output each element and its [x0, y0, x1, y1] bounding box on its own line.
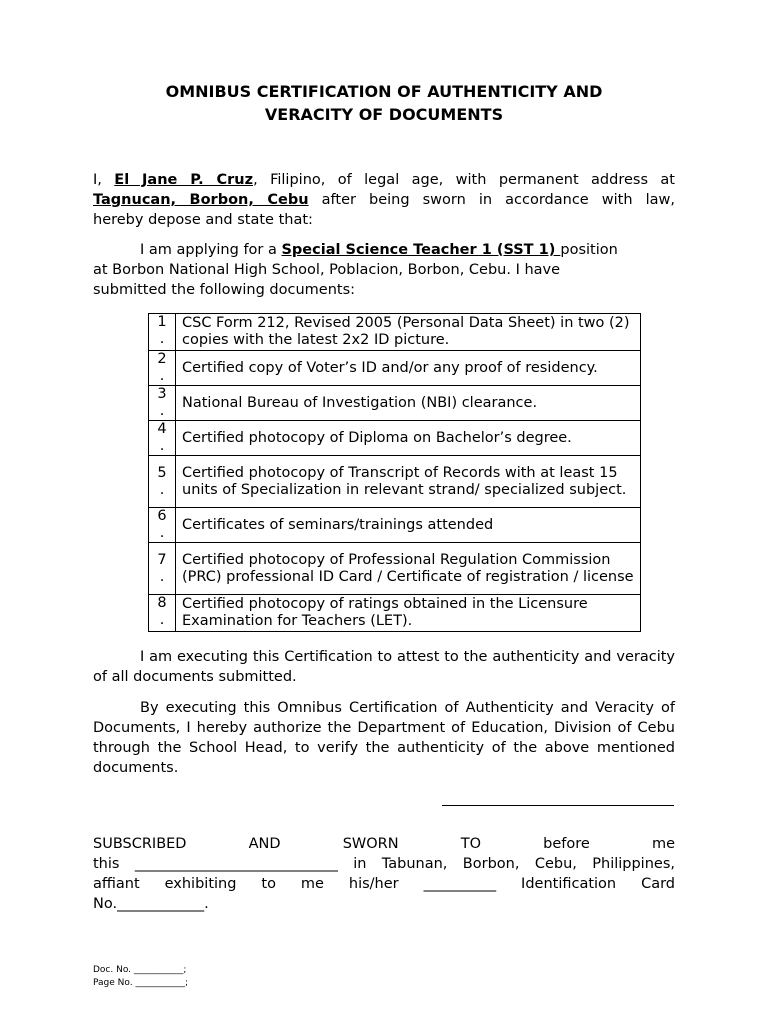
doc-number-field: Doc. No. ___________; — [93, 965, 187, 975]
intro-line-3: hereby depose and state that: — [93, 212, 313, 228]
document-description: Certified photocopy of Diploma on Bachelor’s degree. — [176, 421, 641, 456]
document-description: Certified photocopy of ratings obtained in the Licensure Examination for Teachers (LET). — [176, 595, 641, 632]
table-row — [149, 421, 641, 456]
document-description: Certificates of seminars/trainings attended — [176, 508, 641, 543]
table-row — [149, 456, 641, 508]
document-number: 8. — [149, 595, 176, 632]
table-row — [149, 351, 641, 386]
affiant-name: El Jane P. Cruz — [114, 172, 254, 188]
intro-line-1 — [93, 170, 675, 190]
table-row — [149, 595, 641, 632]
documents-table — [148, 313, 641, 632]
document-description: Certified copy of Voter’s ID and/or any proof of residency. — [176, 351, 641, 386]
sworn-line-1: SUBSCRIBED AND SWORN TO before me — [93, 836, 675, 852]
applying-paragraph — [93, 240, 675, 300]
affiant-address: Tagnucan, Borbon, Cebu — [93, 192, 309, 208]
document-description: Certified photocopy of Transcript of Records with at least 15 units of Specialization in relevant strand/ specialized subject. — [176, 456, 641, 508]
document-description: CSC Form 212, Revised 2005 (Personal Data Sheet) in two (2) copies with the latest 2x2 ID picture. — [176, 314, 641, 351]
document-number: 3. — [149, 386, 176, 421]
table-row — [149, 543, 641, 595]
authorize-paragraph: By executing this Omnibus Certification of Authenticity and Veracity of Documents, I hereby authorize the Department of Education, Division of Cebu through the School Head, to verify the authenticity of the above mentioned documents. — [93, 700, 675, 776]
intro-after-address: after being sworn in accordance with law, — [308, 192, 676, 208]
applying-prefix: I am applying for a — [140, 242, 282, 258]
document-number: 7. — [149, 543, 176, 595]
document-title — [93, 80, 675, 126]
table-row — [149, 508, 641, 543]
title-line-1: OMNIBUS CERTIFICATION OF AUTHENTICITY AND — [165, 82, 603, 101]
signature-line — [442, 805, 674, 806]
sworn-paragraph — [93, 834, 675, 914]
sworn-line-2: this ____________________________ in Tabunan, Borbon, Cebu, Philippines, — [93, 856, 675, 872]
applying-line-3: submitted the following documents: — [93, 282, 356, 298]
page-number-field: Page No. ___________; — [93, 978, 188, 988]
executing-paragraph: I am executing this Certification to attest to the authenticity and veracity of all documents submitted. — [93, 649, 675, 685]
table-row — [149, 314, 641, 351]
document-description: Certified photocopy of Professional Regulation Commission (PRC) professional ID Card / Certificate of registration / license — [176, 543, 641, 595]
document-number: 4. — [149, 421, 176, 456]
intro-paragraph — [93, 170, 675, 230]
position-title: Special Science Teacher 1 (SST 1) — [281, 242, 561, 258]
intro-line-2 — [93, 190, 675, 210]
document-description: National Bureau of Investigation (NBI) clearance. — [176, 386, 641, 421]
applying-suffix: position — [560, 242, 618, 258]
sworn-line-3: affiant exhibiting to me his/her __________ Identification Card — [93, 876, 675, 892]
applying-line-1 — [93, 240, 675, 260]
intro-middle: , Filipino, of legal age, with permanent address at — [253, 172, 675, 188]
document-number: 1. — [149, 314, 176, 351]
document-number: 5. — [149, 456, 176, 508]
sworn-line-4: No.____________. — [93, 896, 209, 912]
title-line-2: VERACITY OF DOCUMENTS — [264, 105, 504, 124]
intro-prefix: I, — [93, 172, 115, 188]
table-row — [149, 386, 641, 421]
document-number: 6. — [149, 508, 176, 543]
applying-line-2: at Borbon National High School, Poblacion, Borbon, Cebu. I have — [93, 262, 561, 278]
document-number: 2. — [149, 351, 176, 386]
